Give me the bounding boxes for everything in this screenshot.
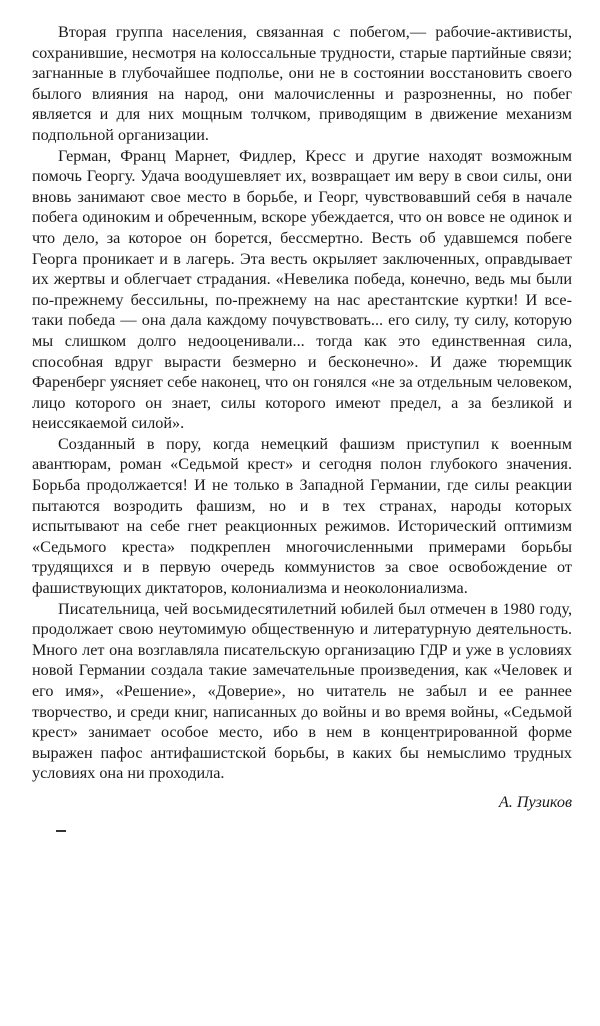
paragraph-1: Вторая группа населения, связанная с побегом,— рабочие-активисты, сохранившие, несмотря на колоссальные трудности, старые партийные связи; загнанные в глубочайшее подполье, они не в состоянии восстановить своего былого влияния на народ, они малочисленны и разрозненны, но побег является и для них мощным толчком, приводящим в движение механизм подпольной организации. (32, 23, 572, 144)
scan-mark (56, 830, 66, 832)
author-signature: А. Пузиков (498, 792, 572, 811)
paragraph-2: Герман, Франц Марнет, Фидлер, Кресс и другие находят возможным помочь Георгу. Удача воодушевляет их, возвращает им веру в свои силы, они вновь занимают свое место в борьбе, и Георг, чувствовавший себя в начале побега одиноким и обреченным, вскоре убеждается, что он вовсе не одинок и что дело, за которое он борется, бессмертно. Весть об удавшемся побеге Георга проникает и в лагерь. Эта весть окрыляет заключенных, оправдывает их жертвы и облегчает страдания. «Невелика победа, конечно, ведь мы были по-прежнему бессильны, по-прежнему на нас арестантские куртки! И все-таки победа — она дала каждому почувствовать... его силу, ту силу, которую мы слишком долго недооценивали... тогда как это единственная сила, способная вдруг вырасти безмерно и бесконечно». И даже тюремщик Фаренберг уясняет себе наконец, что он гонялся «не за отдельным человеком, лицо которого он знает, силы которого имеют предел, а за безликой и неиссякаемой силой». (32, 146, 572, 433)
article-text (32, 22, 572, 813)
paragraph-3: Созданный в пору, когда немецкий фашизм приступил к военным авантюрам, роман «Седьмой крест» и сегодня полон глубокого значения. Борьба продолжается! И не только в Западной Германии, где силы реакции пытаются возродить фашизм, но и в тех странах, народы которых испытывают на себе гнет реакционных режимов. Исторический оптимизм «Седьмого креста» подкреплен многочисленными примерами борьбы трудящихся и в первую очередь коммунистов за свое освобождение от фашиствующих диктаторов, колониализма и неоколониализма. (32, 434, 572, 598)
paragraph-4: Писательница, чей восьмидесятилетний юбилей был отмечен в 1980 году, продолжает свою неутомимую общественную и литературную деятельность. Много лет она возглавляла писательскую организацию ГДР и уже в условиях новой Германии создала такие замечательные произведения, как «Человек и его имя», «Решение», «Доверие», но читатель не забыл и ее раннее творчество, и среди книг, написанных до войны и во время войны, «Седьмой крест» занимает особое место, ибо в нем в концентрированной форме выражен пафос антифашистской борьбы, в каких бы немыслимо трудных условиях она ни проходила. (32, 599, 572, 783)
